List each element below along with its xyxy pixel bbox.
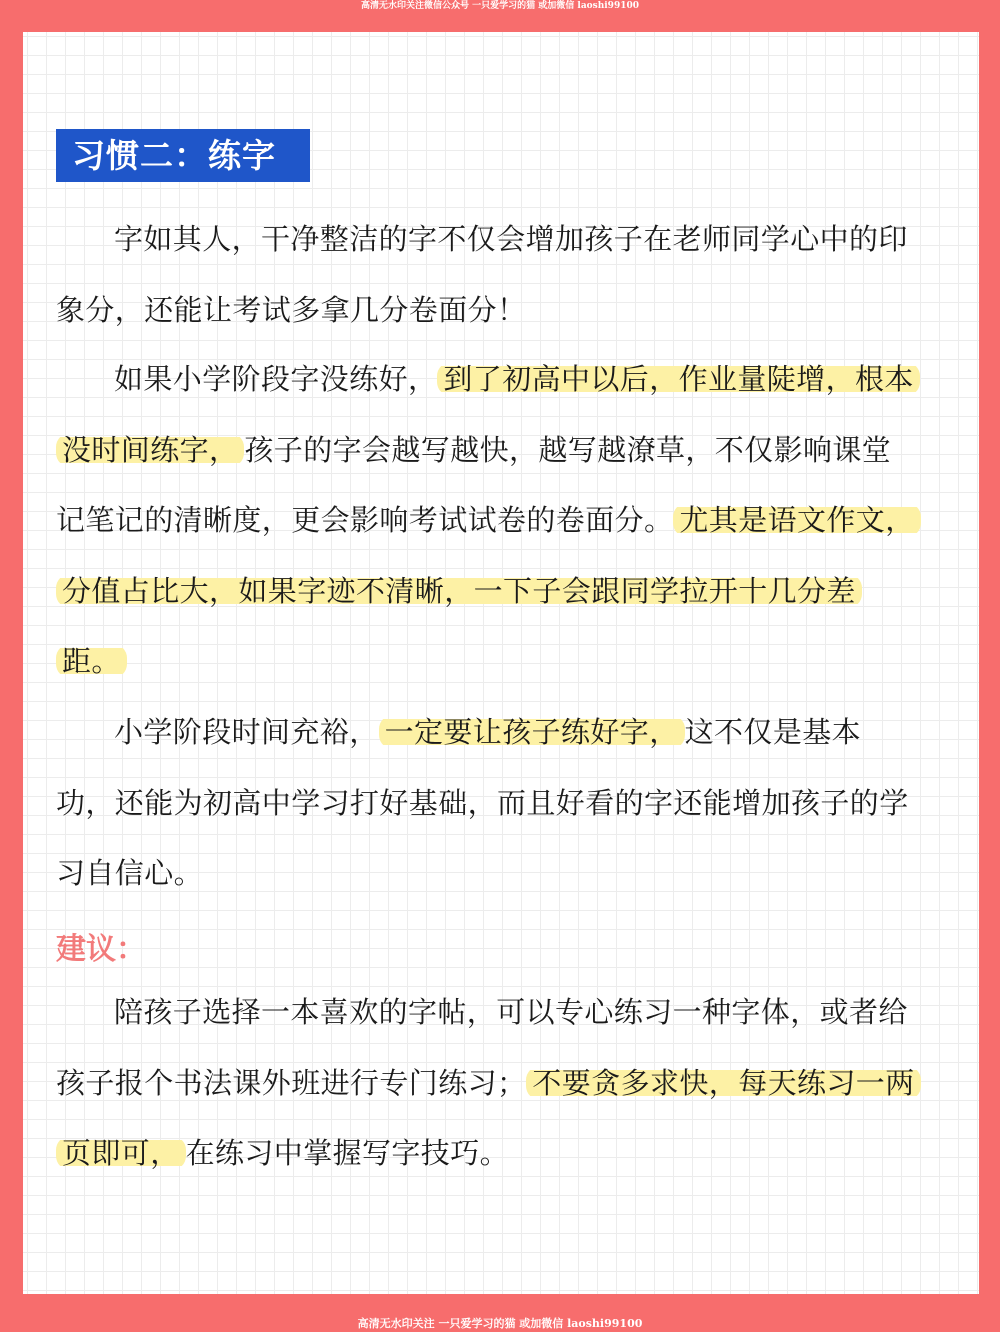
paragraph-4 <box>56 977 916 1189</box>
paragraph-2-text-a: 如果小学阶段字没练好， <box>114 362 438 396</box>
paragraph-3-text-a: 小学阶段时间充裕， <box>114 715 379 749</box>
watermark-top: 高清无水印关注微信公众号 一只爱学习的猫 或加微信 laoshi99100 <box>361 1 639 11</box>
paragraph-3 <box>56 697 916 909</box>
highlight-daily: 不要贪多求快，每天练习一两页即可， <box>56 1066 921 1171</box>
paragraph-3-text-c: 这不仅是基本功，还能为初高中学习打好基础，而且好看的字还能增加孩子的学习自信心。 <box>56 715 909 890</box>
watermark-bottom: 高清无水印关注 一只爱学习的猫 或加微信 laoshi99100 <box>357 1317 643 1330</box>
paragraph-4-text-a: 陪孩子选择一本喜欢的字帖，可以专心练习一种字体，或者给孩子报个书法课外班进行专门练习； <box>56 995 908 1100</box>
highlight-workload: 到了初高中以后，作业量陡增，根本没时间练字， <box>56 362 920 467</box>
highlight-practice: 一定要让孩子练好字， <box>379 715 685 749</box>
paragraph-2-text-c: 孩子的字会越写越快，越写越潦草，不仅影响课堂记笔记的清晰度，更会影响考试试卷的卷面分。 <box>56 432 892 537</box>
paragraph-4-text-c: 在练习中掌握写字技巧。 <box>185 1136 510 1170</box>
tip-label: 建议： <box>56 932 146 967</box>
paragraph-1 <box>56 204 916 345</box>
paragraph-2 <box>56 344 916 697</box>
section-heading: 习惯二：练字 <box>56 129 310 182</box>
highlight-composition: 尤其是语文作文，分值占比大，如果字迹不清晰，一下子会跟同学拉开十几分差距。 <box>56 503 921 678</box>
paragraph-1-text: 字如其人，干净整洁的字不仅会增加孩子在老师同学心中的印象分，还能让考试多拿几分卷面分！ <box>56 222 908 327</box>
